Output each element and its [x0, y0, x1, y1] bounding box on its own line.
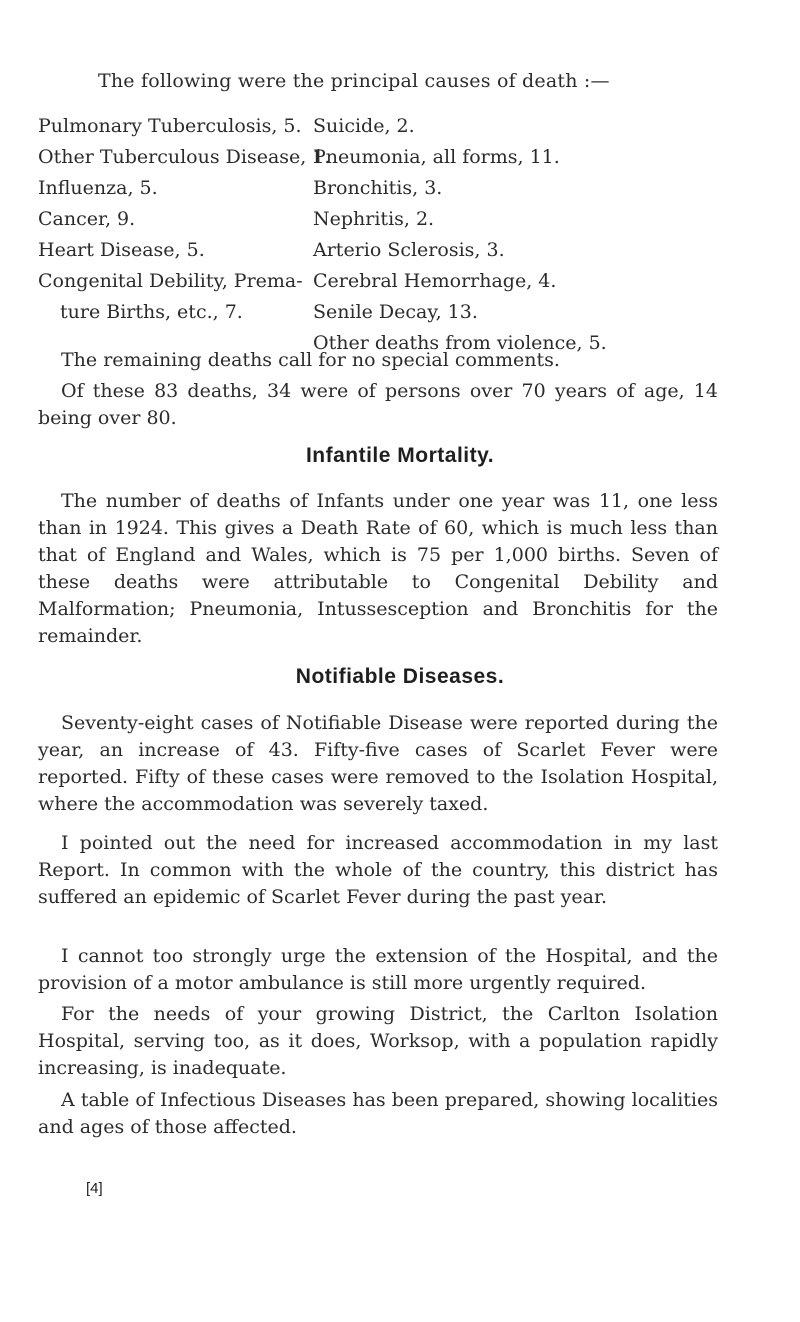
page-number: [4] — [86, 1180, 103, 1197]
cause-item-continuation: ture Births, etc., 7. — [60, 301, 243, 323]
cause-item: Other Tuberculous Disease, 1. — [38, 146, 331, 168]
cause-item: Cerebral Hemorrhage, 4. — [313, 270, 557, 292]
causes-left-column — [38, 111, 330, 328]
cause-item: Heart Disease, 5. — [38, 239, 205, 261]
cause-item: Influenza, 5. — [38, 177, 158, 199]
cause-item: Pneumonia, all forms, 11. — [313, 146, 560, 168]
cause-item: Senile Decay, 13. — [313, 301, 478, 323]
age-summary-paragraph: Of these 83 deaths, 34 were of persons over 70 years of age, 14 being over 80. — [38, 380, 718, 429]
cause-item: Other deaths from violence, 5. — [313, 332, 607, 354]
notifiable-paragraph-4: For the needs of your growing District, the Carlton Isolation Hospital, serving too, as it does, Worksop, with a population rapidly increasing, is inadequate. — [38, 1003, 718, 1079]
cause-item: Suicide, 2. — [313, 115, 415, 137]
notifiable-paragraph-3: I cannot too strongly urge the extension of the Hospital, and the provision of a motor ambulance is still more urgently required. — [38, 945, 718, 994]
causes-intro: The following were the principal causes of death :— — [98, 70, 610, 92]
cause-item: Arterio Sclerosis, 3. — [313, 239, 505, 261]
cause-item: Pulmonary Tuberculosis, 5. — [38, 115, 302, 137]
infantile-mortality-heading: Infantile Mortality. — [305, 444, 495, 467]
infantile-mortality-paragraph: The number of deaths of Infants under one year was 11, one less than in 1924. This gives a Death Rate of 60, which is much less than that of England and Wales, which is 75 per 1,000 births. Seven of these deaths were attributable to Congenital Debility and Malformation; Pneumonia, Intussesception and Bronchitis for the remainder. — [38, 490, 718, 647]
remaining-deaths-paragraph: The remaining deaths call for no special comments. — [61, 349, 560, 371]
notifiable-paragraph-5: A table of Infectious Diseases has been prepared, showing localities and ages of those affected. — [38, 1089, 718, 1138]
cause-item: Bronchitis, 3. — [313, 177, 443, 199]
causes-right-column — [313, 111, 607, 359]
notifiable-diseases-heading: Notifiable Diseases. — [295, 665, 505, 688]
cause-item: Cancer, 9. — [38, 208, 136, 230]
cause-item: Congenital Debility, Prema- — [38, 270, 303, 292]
notifiable-paragraph-2: I pointed out the need for increased accommodation in my last Report. In common with the whole of the country, this district has suffered an epidemic of Scarlet Fever during the past year. — [38, 832, 718, 908]
cause-item: Nephritis, 2. — [313, 208, 435, 230]
notifiable-paragraph-1: Seventy-eight cases of Notifiable Disease were reported during the year, an increase of 43. Fifty-five cases of Scarlet Fever were reported. Fifty of these cases were removed to the Isolation Hospital, where the accommodation was severely taxed. — [38, 712, 718, 815]
